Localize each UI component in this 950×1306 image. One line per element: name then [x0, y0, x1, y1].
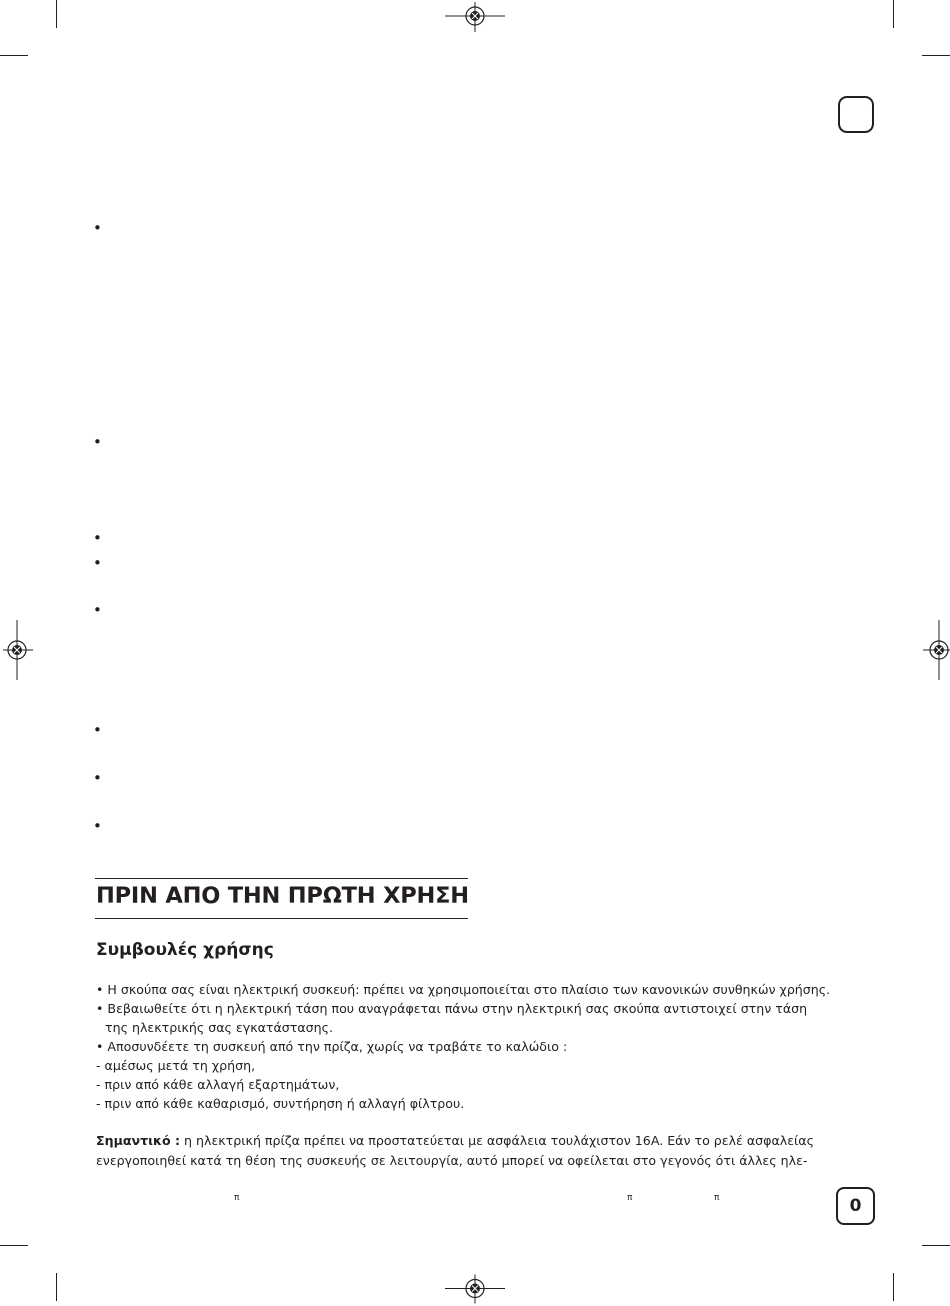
bullet-marker: •: [93, 721, 102, 739]
crop-mark-icon: [56, 0, 57, 28]
text-line: ενεργοποιηθεί κατά τη θέση της συσκευής σε λειτουργία, αυτό μπορεί να οφείλεται στο γεγονός ότι άλλες ηλε-: [96, 1152, 808, 1168]
bullet-marker: •: [93, 769, 102, 787]
bullet-marker: •: [93, 529, 102, 547]
usage-advice: [96, 980, 836, 1113]
bullet-marker: •: [93, 433, 102, 451]
crop-mark-icon: [56, 1273, 57, 1301]
text-line: • Η σκούπα σας είναι ηλεκτρική συσκευή: πρέπει να χρησιμοποιείται στο πλαίσιο των κανονικών συνθηκών χρήσης.: [96, 982, 831, 997]
important-text: η ηλεκτρική πρίζα πρέπει να προστατεύεται με ασφάλεια τουλάχιστον 16A. Εάν το ρελέ ασφαλείας: [180, 1133, 814, 1148]
crop-mark-icon: [0, 1245, 28, 1246]
section-title: ΠΡΙΝ ΑΠΟ ΤΗΝ ΠΡΩΤΗ ΧΡΗΣΗ: [96, 883, 469, 909]
section-title-rule-top: [95, 878, 468, 879]
text-line: - πριν από κάθε καθαρισμό, συντήρηση ή αλλαγή φίλτρου.: [96, 1096, 465, 1111]
bullet-marker: •: [93, 219, 102, 237]
bullet-marker: •: [93, 817, 102, 835]
language-tab-badge: [838, 96, 874, 133]
page-number-badge: [836, 1187, 875, 1225]
stray-glyph: π: [714, 1193, 720, 1203]
section-title-rule-bottom: [95, 918, 468, 919]
section-subtitle: Συμβουλές χρήσης: [96, 940, 274, 960]
text-line: - αμέσως μετά τη χρήση,: [96, 1058, 256, 1073]
registration-mark-icon: [920, 620, 950, 680]
important-note: [96, 1131, 836, 1170]
text-line: • Βεβαιωθείτε ότι η ηλεκτρική τάση που αναγράφεται πάνω στην ηλεκτρική σας σκούπα αντιστοιχεί στην τάση: [96, 1001, 808, 1016]
bullet-marker: •: [93, 554, 102, 572]
crop-mark-icon: [922, 55, 950, 56]
crop-mark-icon: [922, 1245, 950, 1246]
crop-mark-icon: [893, 1273, 894, 1301]
text-line: [96, 1131, 836, 1151]
crop-mark-icon: [893, 0, 894, 28]
crop-mark-icon: [0, 55, 28, 56]
text-line: της ηλεκτρικής σας εγκατάστασης.: [105, 1020, 334, 1035]
registration-mark-icon: [0, 620, 36, 680]
stray-glyph: π: [234, 1193, 240, 1203]
text-line: - πριν από κάθε αλλαγή εξαρτημάτων,: [96, 1077, 340, 1092]
registration-mark-icon: [445, 0, 505, 36]
important-label: Σημαντικό :: [96, 1133, 181, 1148]
stray-glyph: π: [627, 1193, 633, 1203]
bullet-marker: •: [93, 601, 102, 619]
text-line: • Αποσυνδέετε τη συσκευή από την πρίζα, χωρίς να τραβάτε το καλώδιο :: [96, 1039, 568, 1054]
page-number: 0: [849, 1196, 862, 1216]
